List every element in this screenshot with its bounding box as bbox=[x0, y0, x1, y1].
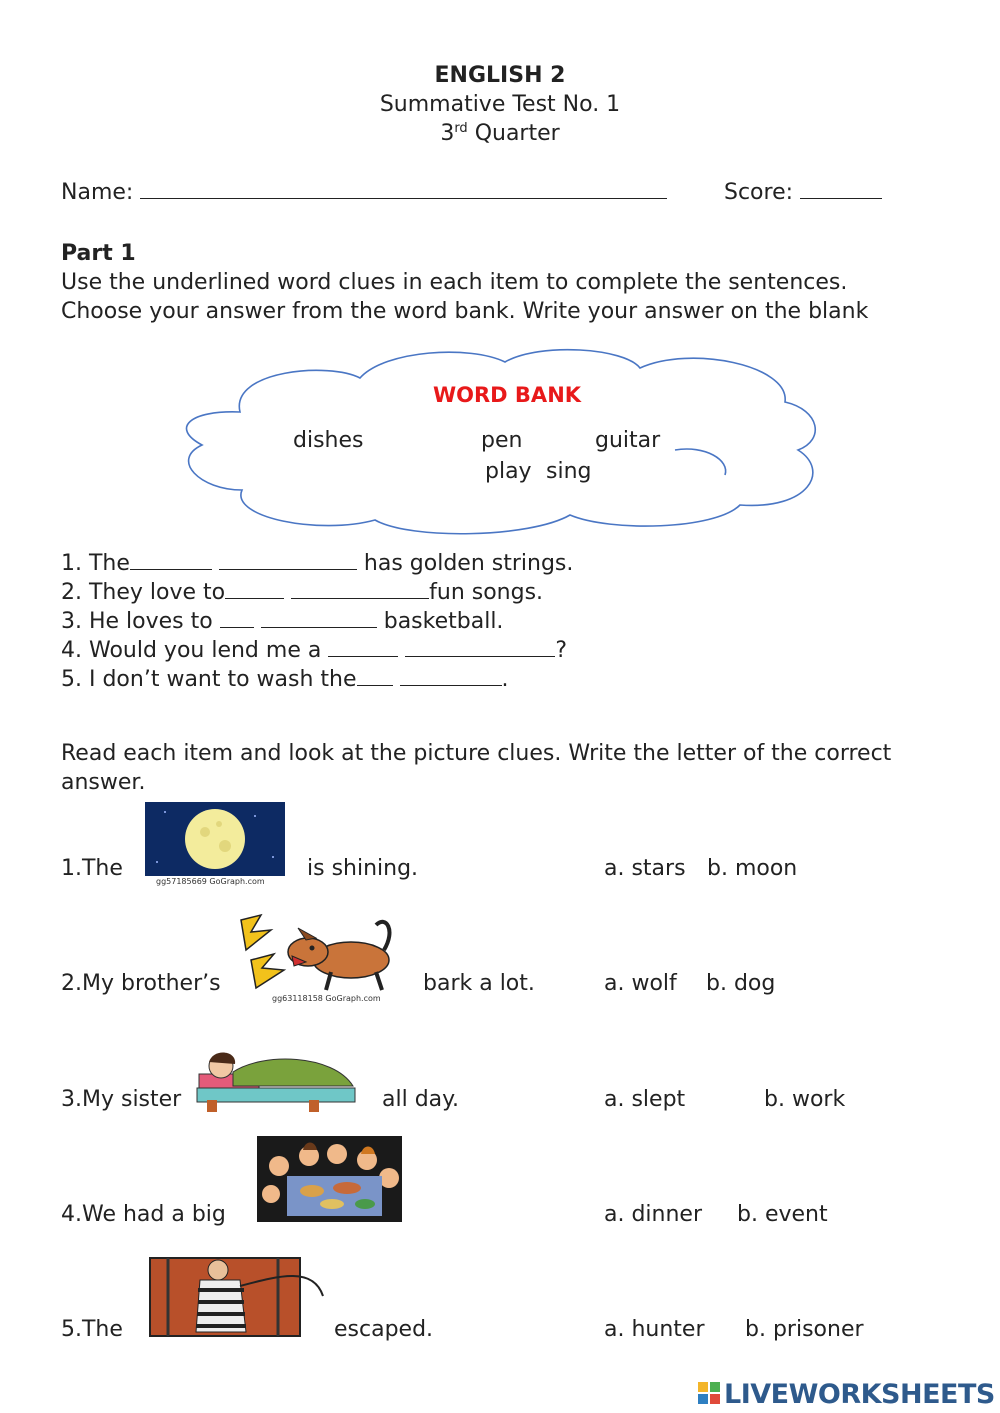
family-dinner-picture bbox=[257, 1136, 402, 1222]
sentence-item: 3. He loves to basketball. bbox=[61, 609, 504, 634]
part1-instruction-2: Choose your answer from the word bank. Write your answer on the blank bbox=[61, 299, 869, 324]
item-start-text: 3.My sister bbox=[61, 1087, 182, 1112]
answer-blank[interactable] bbox=[220, 609, 254, 628]
moon-picture bbox=[145, 802, 285, 876]
score-row bbox=[724, 180, 882, 205]
sentence-item: 5. I don’t want to wash the . bbox=[61, 667, 509, 692]
answer-blank[interactable] bbox=[357, 667, 393, 686]
item-end-text: all day. bbox=[382, 1087, 460, 1112]
item-start-text: 4.We had a big bbox=[61, 1202, 226, 1227]
cloud-inner-curve bbox=[675, 449, 726, 475]
answer-blank[interactable] bbox=[261, 609, 377, 628]
option-a[interactable]: a. dinner bbox=[604, 1202, 703, 1227]
sentence-item: 1. The has golden strings. bbox=[61, 551, 574, 576]
barking-dog-picture bbox=[236, 910, 401, 998]
name-field[interactable] bbox=[140, 180, 667, 199]
answer-blank[interactable] bbox=[291, 580, 429, 599]
option-a[interactable]: a. wolf bbox=[604, 971, 677, 996]
word-bank-word: play bbox=[485, 459, 532, 484]
word-bank-word: guitar bbox=[595, 428, 661, 453]
subject-title: ENGLISH 2 bbox=[434, 63, 566, 88]
answer-blank[interactable] bbox=[130, 551, 212, 570]
option-b[interactable]: b. moon bbox=[707, 856, 798, 881]
part1-instruction-1: Use the underlined word clues in each item to complete the sentences. bbox=[61, 270, 848, 295]
option-a[interactable]: a. stars bbox=[604, 856, 686, 881]
option-b[interactable]: b. event bbox=[737, 1202, 828, 1227]
item-start-text: 1.The bbox=[61, 856, 123, 881]
option-b[interactable]: b. work bbox=[764, 1087, 846, 1112]
prisoner-picture bbox=[148, 1256, 328, 1340]
sleeping-girl-picture bbox=[193, 1046, 359, 1114]
score-field[interactable] bbox=[800, 180, 882, 199]
liveworksheets-logo-text: LIVEWORKSHEETS bbox=[724, 1379, 995, 1410]
liveworksheets-logo-icon bbox=[697, 1378, 723, 1412]
answer-blank[interactable] bbox=[400, 667, 502, 686]
name-label: Name: bbox=[61, 180, 134, 205]
item-end-text: bark a lot. bbox=[423, 971, 535, 996]
score-label: Score: bbox=[724, 180, 794, 205]
answer-blank[interactable] bbox=[219, 551, 357, 570]
test-title: Summative Test No. 1 bbox=[379, 92, 621, 117]
name-row bbox=[61, 180, 667, 205]
picture-watermark: gg63118158 GoGraph.com bbox=[272, 994, 381, 1003]
part2-instruction-2: answer. bbox=[61, 770, 146, 795]
sentence-item: 2. They love to fun songs. bbox=[61, 580, 544, 605]
option-a[interactable]: a. hunter bbox=[604, 1317, 705, 1342]
option-b[interactable]: b. dog bbox=[706, 971, 776, 996]
answer-blank[interactable] bbox=[225, 580, 284, 599]
option-b[interactable]: b. prisoner bbox=[745, 1317, 864, 1342]
item-end-text: is shining. bbox=[307, 856, 419, 881]
sentence-item: 4. Would you lend me a ? bbox=[61, 638, 568, 663]
item-end-text: escaped. bbox=[334, 1317, 434, 1342]
option-a[interactable]: a. slept bbox=[604, 1087, 686, 1112]
word-bank-word: pen bbox=[481, 428, 523, 453]
quarter-label: 3rd Quarter bbox=[440, 121, 560, 146]
answer-blank[interactable] bbox=[328, 638, 398, 657]
part1-title: Part 1 bbox=[61, 241, 136, 266]
item-start-text: 5.The bbox=[61, 1317, 123, 1342]
word-bank-word: sing bbox=[546, 459, 592, 484]
item-start-text: 2.My brother’s bbox=[61, 971, 221, 996]
part2-instruction-1: Read each item and look at the picture clues. Write the letter of the correct bbox=[61, 741, 892, 766]
picture-watermark: gg57185669 GoGraph.com bbox=[156, 877, 265, 886]
word-bank-word: dishes bbox=[293, 428, 364, 453]
word-bank-title: WORD BANK bbox=[433, 383, 582, 407]
answer-blank[interactable] bbox=[405, 638, 555, 657]
